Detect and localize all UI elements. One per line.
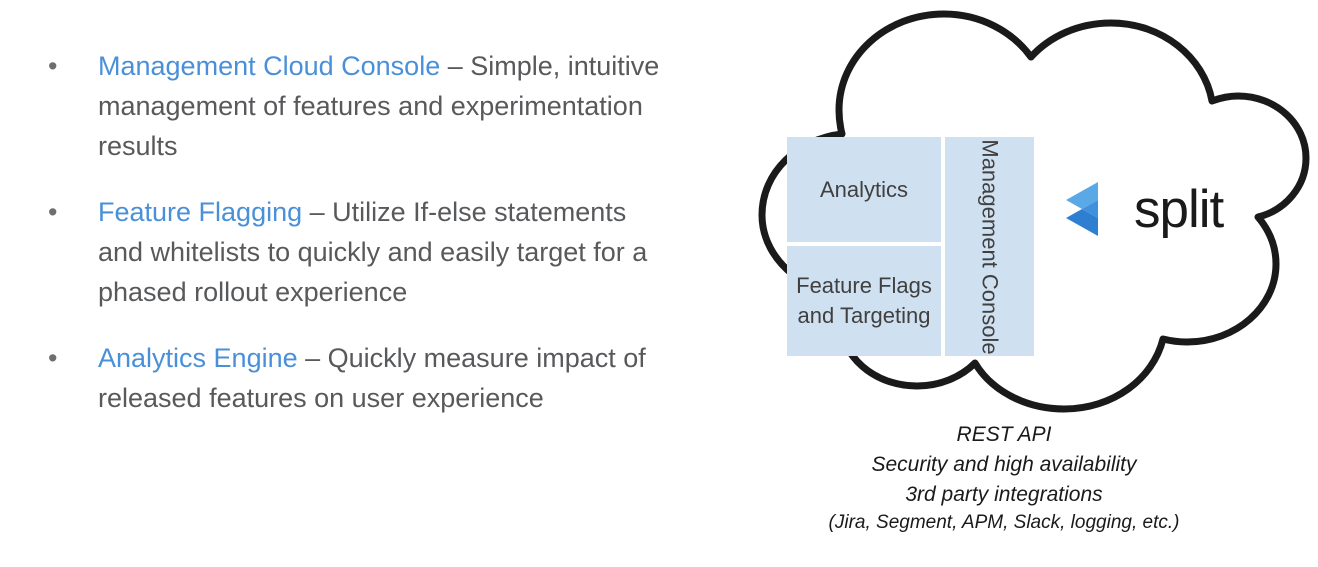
split-wordmark: split bbox=[1134, 179, 1224, 239]
split-mark-icon bbox=[1058, 178, 1120, 240]
caption-integrations-detail: (Jira, Segment, APM, Slack, logging, etc.) bbox=[828, 512, 1180, 533]
list-item bbox=[40, 192, 680, 312]
bullet-term: Analytics Engine bbox=[98, 343, 298, 373]
panel-management-console-label: Management Console bbox=[977, 138, 1003, 355]
bullet-description: – Quickly measure impact of released features on user experience bbox=[98, 343, 646, 413]
bullet-marker-icon: • bbox=[48, 343, 58, 373]
bullet-marker-icon: • bbox=[48, 197, 58, 227]
split-logo bbox=[1058, 178, 1223, 240]
bullet-term: Management Cloud Console bbox=[98, 51, 441, 81]
list-item bbox=[40, 46, 680, 166]
bullet-text bbox=[98, 192, 673, 312]
bullet-text bbox=[98, 338, 673, 418]
feature-bullet-list bbox=[40, 46, 680, 444]
panel-feature-flags-label: Feature Flags and Targeting bbox=[796, 273, 932, 328]
panel-analytics bbox=[787, 137, 941, 242]
bullet-description: – Utilize If-else statements and whitelists to quickly and easily target for a phased rollout experience bbox=[98, 197, 648, 307]
cloud-captions bbox=[690, 420, 1318, 535]
panel-feature-flags-and-targeting bbox=[787, 246, 941, 356]
caption-security: Security and high availability bbox=[871, 453, 1137, 476]
cloud-architecture-diagram bbox=[690, 0, 1318, 567]
panel-analytics-label: Analytics bbox=[819, 176, 909, 202]
panel-management-console bbox=[945, 137, 1034, 356]
bullet-term: Feature Flagging bbox=[98, 197, 303, 227]
caption-integrations: 3rd party integrations bbox=[905, 483, 1103, 506]
list-item bbox=[40, 338, 680, 418]
caption-rest-api: REST API bbox=[956, 423, 1052, 446]
bullet-marker-icon: • bbox=[48, 51, 58, 81]
bullet-description: – Simple, intuitive management of features and experimentation results bbox=[98, 51, 660, 161]
bullet-text bbox=[98, 46, 673, 166]
